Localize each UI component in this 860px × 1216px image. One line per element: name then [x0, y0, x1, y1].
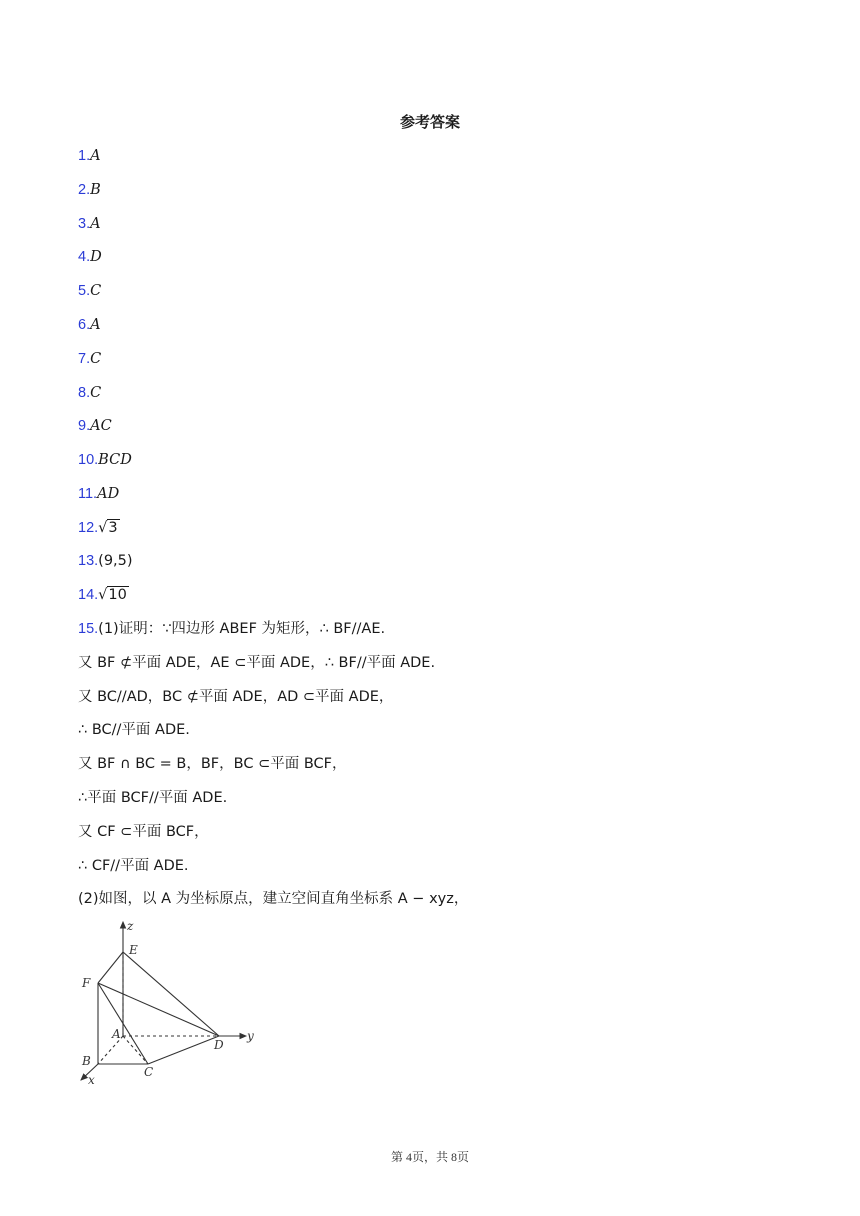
edge-AC: [123, 1036, 148, 1064]
answer-14: 14.√10: [78, 587, 127, 603]
q15-line-4: ∴ BC//平面 ADE.: [78, 722, 190, 738]
page-footer: 第 4页，共 8页: [390, 1150, 469, 1164]
answer-9: 9.AC: [78, 418, 112, 434]
answer-1: 1.A: [78, 148, 101, 164]
label-z: z: [127, 919, 134, 933]
sqrt-symbol: √3: [98, 520, 118, 536]
q15-line-9: (2)如图，以 A 为坐标原点，建立空间直角坐标系 A − xyz，: [78, 891, 469, 907]
q15-line-6: ∴平面 BCF//平面 ADE.: [78, 790, 228, 806]
q15-line-5: 又 BF ∩ BC = B，BF，BC ⊂平面 BCF，: [78, 756, 347, 772]
answer-6: 6.A: [78, 317, 101, 333]
answer-5: 5.C: [78, 283, 102, 299]
label-C: C: [144, 1065, 154, 1079]
page-title: 参考答案: [399, 113, 460, 131]
answer-7: 7.C: [78, 351, 102, 367]
label-E: E: [129, 943, 138, 957]
q15-line-8: ∴ CF//平面 ADE.: [78, 858, 189, 874]
label-x: x: [88, 1073, 95, 1087]
label-D: D: [214, 1038, 224, 1052]
label-A: A: [112, 1027, 121, 1041]
answer-2: 2.B: [78, 182, 101, 198]
answer-13: 13.(9,5): [78, 553, 133, 569]
label-F: F: [82, 976, 91, 990]
label-B: B: [82, 1054, 91, 1068]
q15-line-7: 又 CF ⊂平面 BCF，: [78, 824, 209, 840]
answer-12: 12.√3: [78, 520, 118, 536]
answer-3: 3.A: [78, 216, 101, 232]
edge-CD: [148, 1036, 219, 1064]
geometry-figure: [74, 916, 264, 1091]
answer-4: 4.D: [78, 249, 102, 265]
q15-line-3: 又 BC//AD，BC ⊄平面 ADE，AD ⊂平面 ADE，: [78, 689, 394, 705]
answer-11: 11.AD: [78, 486, 120, 502]
answer-8: 8.C: [78, 385, 102, 401]
edge-FE: [98, 952, 123, 983]
answer-10: 10.BCD: [78, 452, 132, 468]
edge-ED: [123, 952, 219, 1036]
q15-line-2: 又 BF ⊄平面 ADE，AE ⊂平面 ADE，∴ BF//平面 ADE.: [78, 655, 436, 671]
sqrt-symbol: √10: [98, 587, 127, 603]
label-y: y: [247, 1029, 254, 1043]
q15-line-1: 15.(1)证明：∵四边形 ABEF 为矩形，∴ BF//AE.: [78, 621, 386, 637]
